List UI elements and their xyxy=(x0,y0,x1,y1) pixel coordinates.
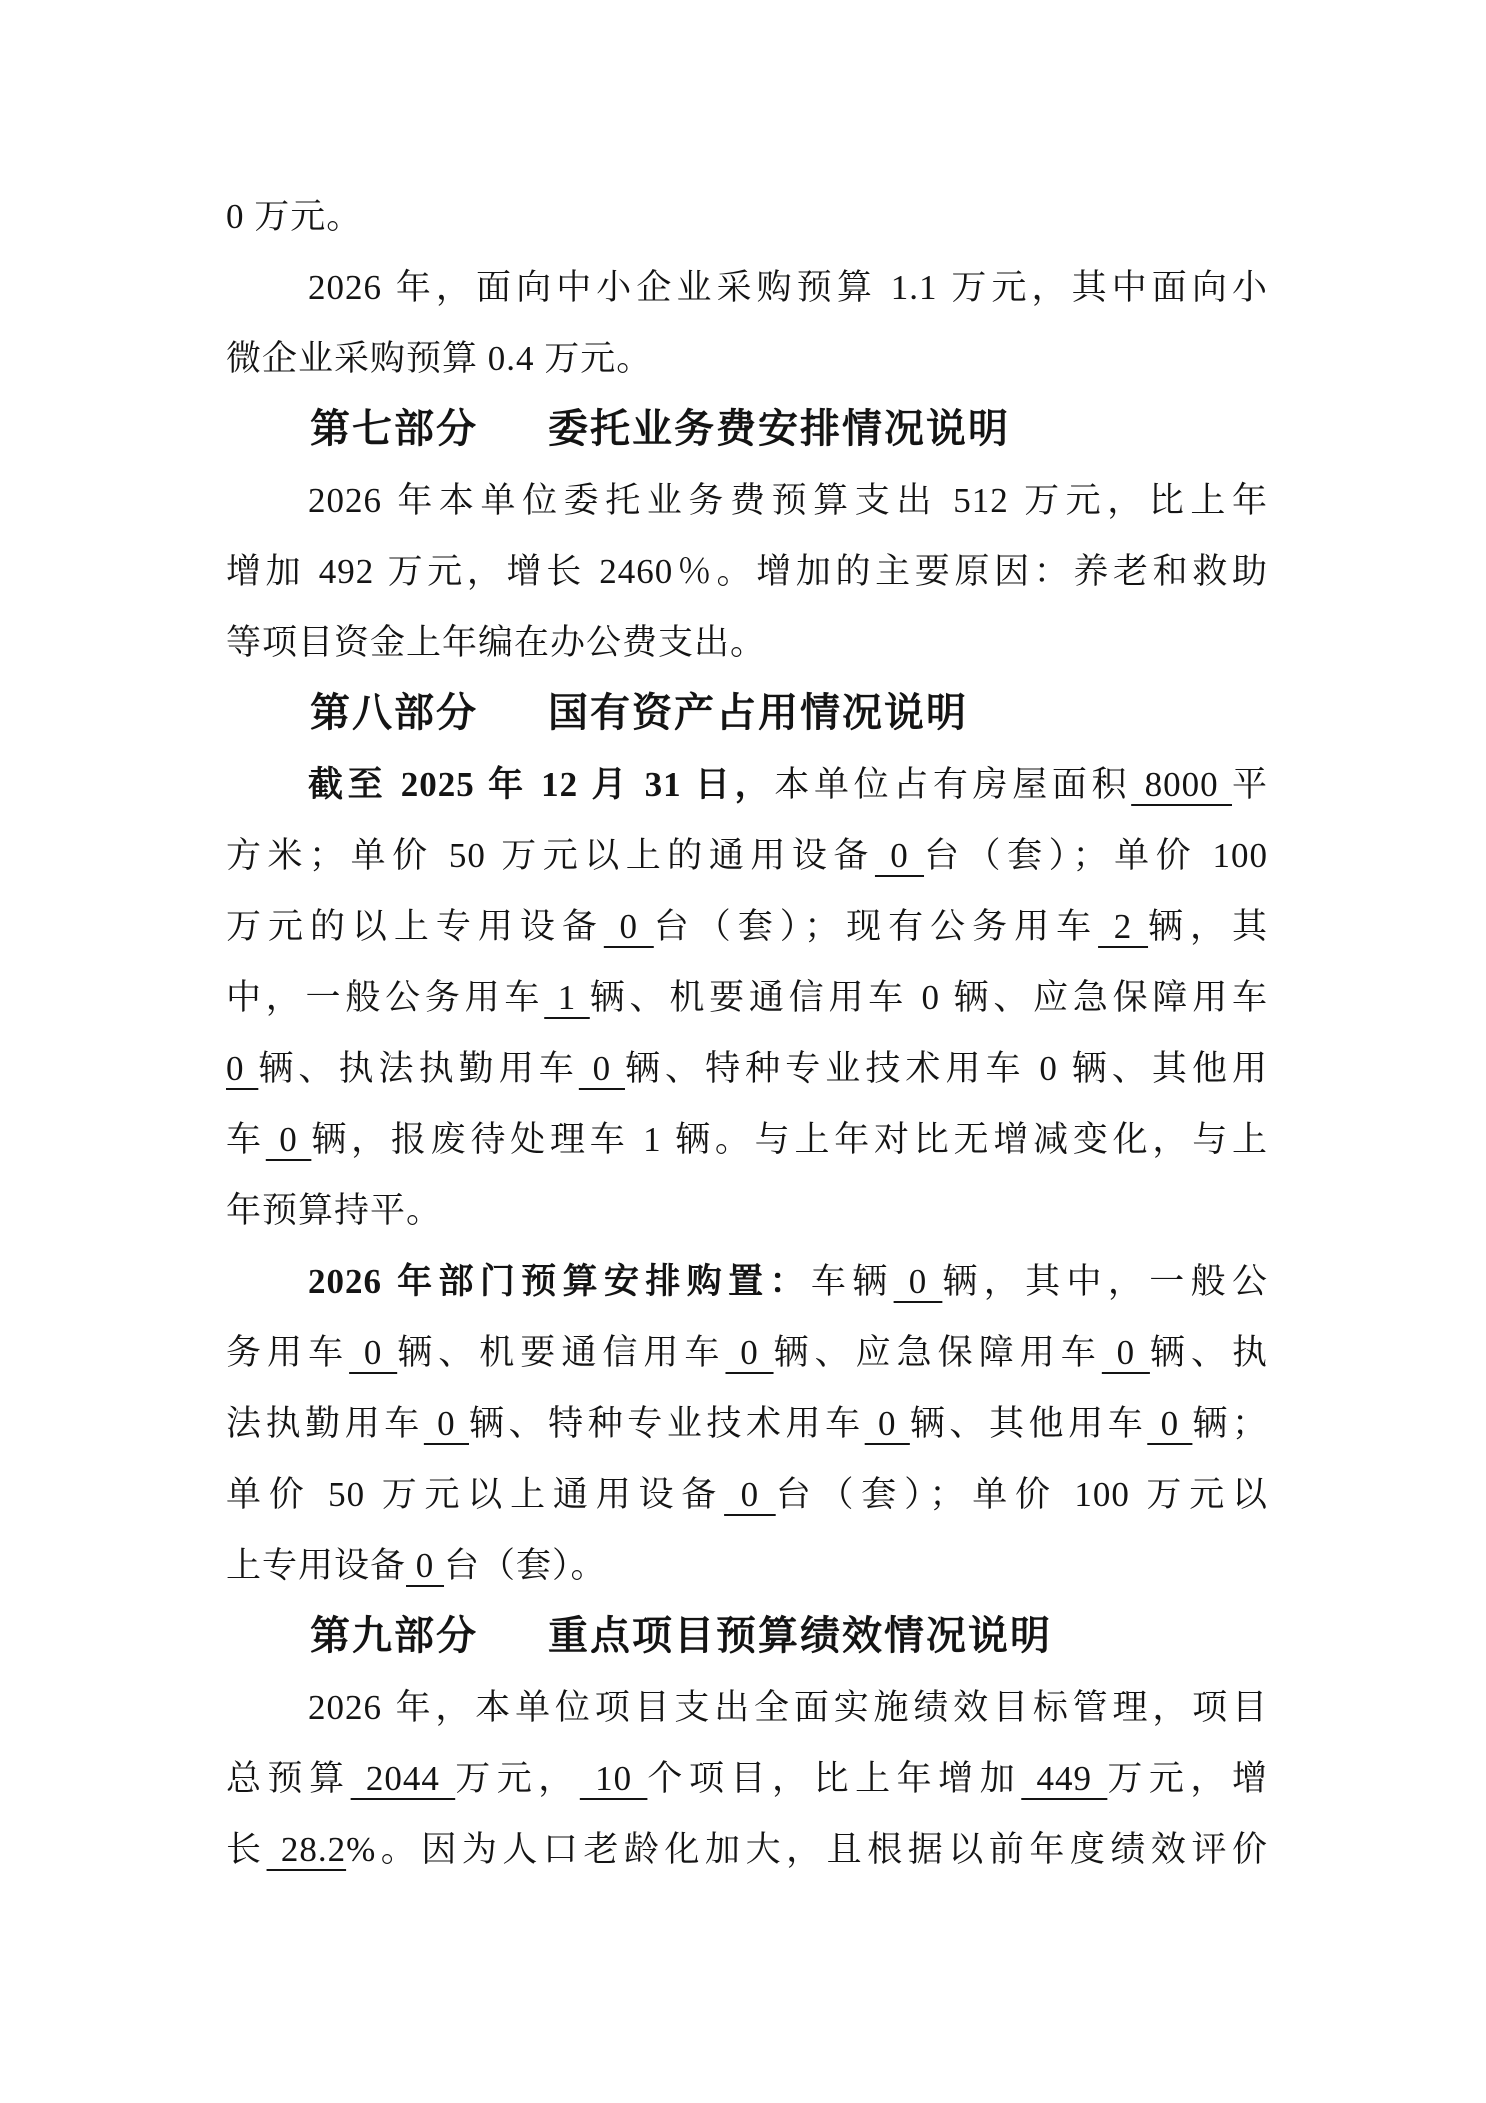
text-line xyxy=(226,252,1268,323)
text-run: 0 万元。 xyxy=(226,197,363,236)
text-line xyxy=(226,1743,1268,1814)
underlined-value: 0 xyxy=(874,836,925,875)
text-run: 辆，其中，一般公 xyxy=(942,1262,1268,1301)
text-run: 微企业采购预算 0.4 万元。 xyxy=(226,339,653,378)
underlined-value: 2044 xyxy=(350,1759,456,1798)
underlined-value: 0 xyxy=(1101,1333,1150,1372)
text-line xyxy=(226,465,1268,536)
text-line xyxy=(226,1388,1268,1459)
underlined-value: 10 xyxy=(579,1759,648,1798)
underlined-value: 0 xyxy=(406,1546,445,1585)
text-line xyxy=(226,1246,1268,1317)
text-line xyxy=(226,607,1268,678)
section-heading-number: 第九部分 xyxy=(310,1614,478,1658)
text-run: 万元， xyxy=(455,1759,580,1798)
text-run: 万元，增 xyxy=(1107,1759,1268,1798)
text-run: 辆、应急保障用车 xyxy=(773,1333,1102,1372)
underlined-value: 2 xyxy=(1098,907,1149,946)
underlined-value: 0 xyxy=(349,1333,398,1372)
underlined-value: 449 xyxy=(1021,1759,1108,1798)
text-line xyxy=(226,749,1268,820)
text-line xyxy=(226,1175,1268,1246)
section-heading-title: 国有资产占用情况说明 xyxy=(548,691,968,735)
text-run: 法执勤用车 xyxy=(226,1404,424,1443)
text-line xyxy=(226,891,1268,962)
section-heading xyxy=(226,678,1268,749)
text-run: 2026 年本单位委托业务费预算支出 512 万元，比上年 xyxy=(308,481,1268,520)
text-run: 车 xyxy=(226,1120,266,1159)
document-text-block xyxy=(226,181,1268,1885)
text-run: 单价 50 万元以上通用设备 xyxy=(226,1475,725,1514)
text-run: 个项目，比上年增加 xyxy=(647,1759,1022,1798)
text-run: 本单位占有房屋面积 xyxy=(774,765,1132,804)
text-run: 台（套）；单价 100 万元以 xyxy=(775,1475,1268,1514)
text-run: 辆，报废待处理车 1 辆。与上年对比无增减变化，与上 xyxy=(311,1120,1268,1159)
text-run: 方米；单价 50 万元以上的通用设备 xyxy=(226,836,875,875)
text-run: 等项目资金上年编在办公费支出。 xyxy=(226,623,767,662)
text-line xyxy=(226,820,1268,891)
section-heading-number: 第七部分 xyxy=(310,407,478,451)
text-run: 万元的以上专用设备 xyxy=(226,907,604,946)
text-run: 台（套）。 xyxy=(444,1546,607,1585)
text-run: 辆、特种专业技术用车 0 辆、其他用 xyxy=(624,1049,1269,1088)
text-run: 台（套）；单价 100 xyxy=(924,836,1268,875)
text-line xyxy=(226,323,1268,394)
text-run: 台（套）；现有公务用车 xyxy=(653,907,1099,946)
text-line xyxy=(226,536,1268,607)
underlined-value: 0 xyxy=(603,907,654,946)
text-run: 辆； xyxy=(1192,1404,1268,1443)
underlined-value: 0 xyxy=(864,1404,910,1443)
underlined-value: 0 xyxy=(578,1049,625,1088)
text-run: 辆、其他用车 xyxy=(909,1404,1148,1443)
text-run: 年预算持平。 xyxy=(226,1191,443,1230)
text-run: 辆、执法执勤用车 xyxy=(258,1049,579,1088)
underlined-value: 0 xyxy=(724,1475,776,1514)
text-line xyxy=(226,1530,1268,1601)
text-run: 辆、特种专业技术用车 xyxy=(469,1404,865,1443)
text-line xyxy=(226,1104,1268,1175)
text-run: 截至 2025 年 12 月 31 日， xyxy=(308,765,775,804)
section-heading xyxy=(226,394,1268,465)
text-line xyxy=(226,1814,1268,1885)
underlined-value: 1 xyxy=(544,978,590,1017)
text-run: 平 xyxy=(1231,765,1268,804)
section-heading xyxy=(226,1601,1268,1672)
underlined-value: 0 xyxy=(265,1120,312,1159)
underlined-value: 0 xyxy=(226,1049,259,1088)
section-heading-title: 委托业务费安排情况说明 xyxy=(548,407,1010,451)
text-run: 总预算 xyxy=(226,1759,351,1798)
text-run: 辆、机要通信用车 xyxy=(397,1333,726,1372)
text-run: 辆，其 xyxy=(1148,907,1268,946)
section-heading-number: 第八部分 xyxy=(310,691,478,735)
text-run: 辆、机要通信用车 0 辆、应急保障用车 xyxy=(589,978,1268,1017)
text-run: 2026 年，本单位项目支出全面实施绩效目标管理，项目 xyxy=(308,1688,1268,1727)
text-run: 增加 492 万元，增长 2460％。增加的主要原因：养老和救助 xyxy=(226,552,1268,591)
underlined-value: 28.2 xyxy=(266,1830,347,1869)
underlined-value: 0 xyxy=(893,1262,943,1301)
text-line xyxy=(226,1317,1268,1388)
text-run: 2026 年，面向中小企业采购预算 1.1 万元，其中面向小 xyxy=(308,268,1268,307)
text-run: 务用车 xyxy=(226,1333,350,1372)
underlined-value: 0 xyxy=(423,1404,469,1443)
text-line xyxy=(226,1033,1268,1104)
text-line xyxy=(226,1672,1268,1743)
text-run: 中，一般公务用车 xyxy=(226,978,545,1017)
text-line xyxy=(226,962,1268,1033)
text-run: 长 xyxy=(226,1830,267,1869)
text-run: 上专用设备 xyxy=(226,1546,407,1585)
text-line xyxy=(226,1459,1268,1530)
text-run: 辆、执 xyxy=(1149,1333,1268,1372)
text-run: %。因为人口老龄化加大，且根据以前年度绩效评价 xyxy=(346,1830,1268,1869)
text-run: 车辆 xyxy=(810,1262,894,1301)
section-heading-title: 重点项目预算绩效情况说明 xyxy=(548,1614,1052,1658)
underlined-value: 8000 xyxy=(1131,765,1232,804)
text-run: 2026 年部门预算安排购置： xyxy=(308,1262,811,1301)
text-line xyxy=(226,181,1268,252)
underlined-value: 0 xyxy=(1147,1404,1193,1443)
underlined-value: 0 xyxy=(725,1333,774,1372)
